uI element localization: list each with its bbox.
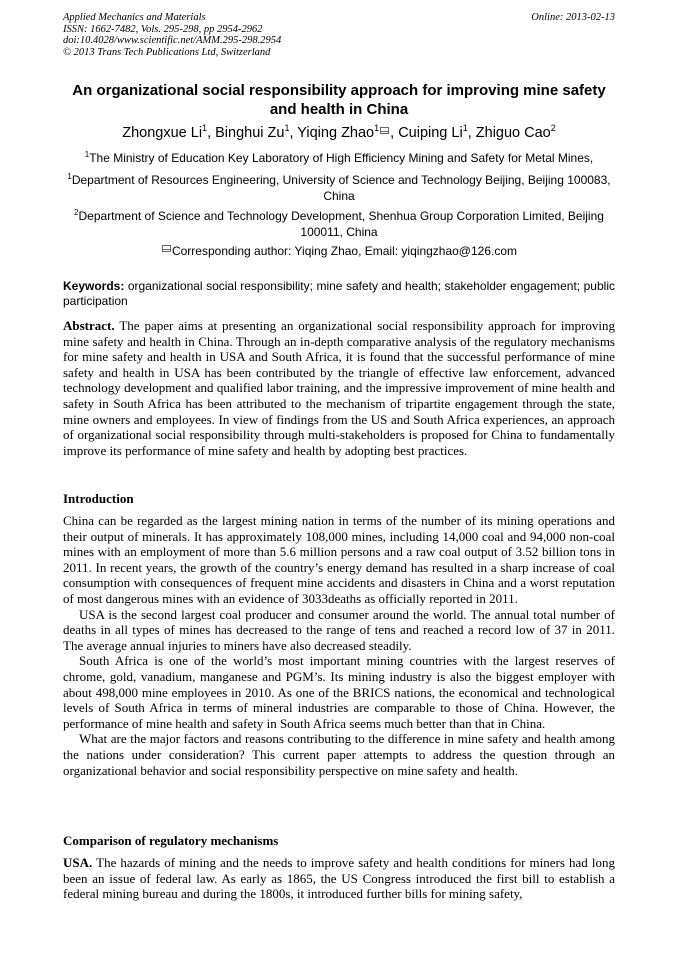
online-date: Online: 2013-02-13 <box>531 12 615 23</box>
corresponding-author: Corresponding author: Yiqing Zhao, Email: yiqingzhao@126.com <box>63 243 615 259</box>
introduction-heading: Introduction <box>63 491 134 506</box>
author: Binghui Zu$^1$, <box>215 123 298 141</box>
usa-label: USA. <box>63 855 93 870</box>
paragraph: What are the major factors and reasons contributing to the difference in mine safety and health among the nations under consideration? This current paper attempts to address the question through an organizational behavior and social responsibility perspective on mine safety and health. <box>63 731 615 778</box>
affiliation: $^2$Department of Science and Technology Development, Shenhua Group Corporation Limited, Beijing 100011, China <box>74 208 604 239</box>
paper-title: An organizational social responsibility approach for improving mine safety and health in China <box>72 82 606 118</box>
author-list <box>63 123 615 143</box>
paragraph: USA is the second largest coal producer and consumer around the world. The annual total number of deaths in all types of mines has decreased to the range of tens and reached a record low of 37 in 2011. The average annual injuries to miners have also decreased steadily. <box>63 606 615 653</box>
paragraph: China can be regarded as the largest mining nation in terms of the number of its mining operations and their output of minerals. It has approximately 108,000 mines, including 14,000 coal and 94,000 non-coal mines with an employment of more than 5.6 million persons and a raw coal output of 3.52 billion tons in 2011. In recent years, the growth of the country’s energy demand has resulted in a sharp increase of coal consumption with consequences of frequent mine accidents and disasters in China and a worst reputation of most dangerous mines with an evidence of 3033deaths as officially reported in 2011. <box>63 513 615 606</box>
journal-doi: doi:10.4028/www.scientific.net/AMM.295-298.2954 <box>63 35 282 46</box>
affiliation: $^1$The Ministry of Education Key Laboratory of High Efficiency Mining and Safety for Metal Mines, <box>84 150 594 165</box>
envelope-icon <box>380 127 389 134</box>
introduction-body <box>63 513 615 778</box>
affiliation: $^1$Department of Resources Engineering, University of Science and Technology Beijing, Beijing 100083, China <box>67 172 611 203</box>
author: Yiqing Zhao$^1$ , <box>297 123 399 141</box>
abstract-label: Abstract. <box>63 318 115 333</box>
keywords-label: Keywords: <box>63 279 125 293</box>
abstract <box>63 318 615 458</box>
abstract-text: The paper aims at presenting an organizational social responsibility approach for improving mine safety and health in China. Through an in-depth comparative analysis of the regulatory mechanisms for mine safety and health in USA and South Africa, it is found that the successful performance of mine safety and health in USA has been contributed by the triangle of effective law enforcement, advanced technology development and qualified labor training, and the impressive improvement of mine health and safety in South Africa has been attributed to the mechanism of tripartite engagement through the state, mine owners and employees. In view of findings from the US and South Africa experiences, an approach of organizational social responsibility through multi-stakeholders is proposed for China to fundamentally improve its performance of mine safety and health by adopting best practices. <box>63 318 615 458</box>
author: Zhongxue Li$^1$, <box>122 123 216 141</box>
author: Zhiguo Cao$^2$ <box>475 123 556 141</box>
journal-copyright: © 2013 Trans Tech Publications Ltd, Switzerland <box>63 46 271 58</box>
journal-issn: ISSN: 1662-7482, Vols. 295-298, pp 2954-2962 <box>63 23 263 35</box>
keywords-text: organizational social responsibility; mine safety and health; stakeholder engagement; public participation <box>63 279 615 308</box>
comparison-body <box>63 855 615 902</box>
paragraph: South Africa is one of the world’s most important mining countries with the largest reserves of chrome, gold, vanadium, manganese and PGM’s. Its mining industry is also the biggest employer with about 498,000 mine employees in 2010. As one of the BRICS nations, the economical and technological levels of South Africa in terms of mineral industries are comparable to those of China. However, the performance of mine health and safety in South Africa seems much better than that in China. <box>63 653 615 731</box>
keywords <box>63 279 615 309</box>
journal-header <box>63 12 615 58</box>
comparison-heading: Comparison of regulatory mechanisms <box>63 833 279 848</box>
envelope-icon <box>162 245 171 252</box>
journal-name: Applied Mechanics and Materials <box>63 12 206 23</box>
usa-text: The hazards of mining and the needs to improve safety and health conditions for miners had long been an issue of federal law. As early as 1865, the US Congress introduced the first bill to establish a federal mining bureau and during the 1800s, it introduced further bills for mining safety, <box>63 855 615 902</box>
author: Cuiping Li$^1$, <box>398 123 476 141</box>
